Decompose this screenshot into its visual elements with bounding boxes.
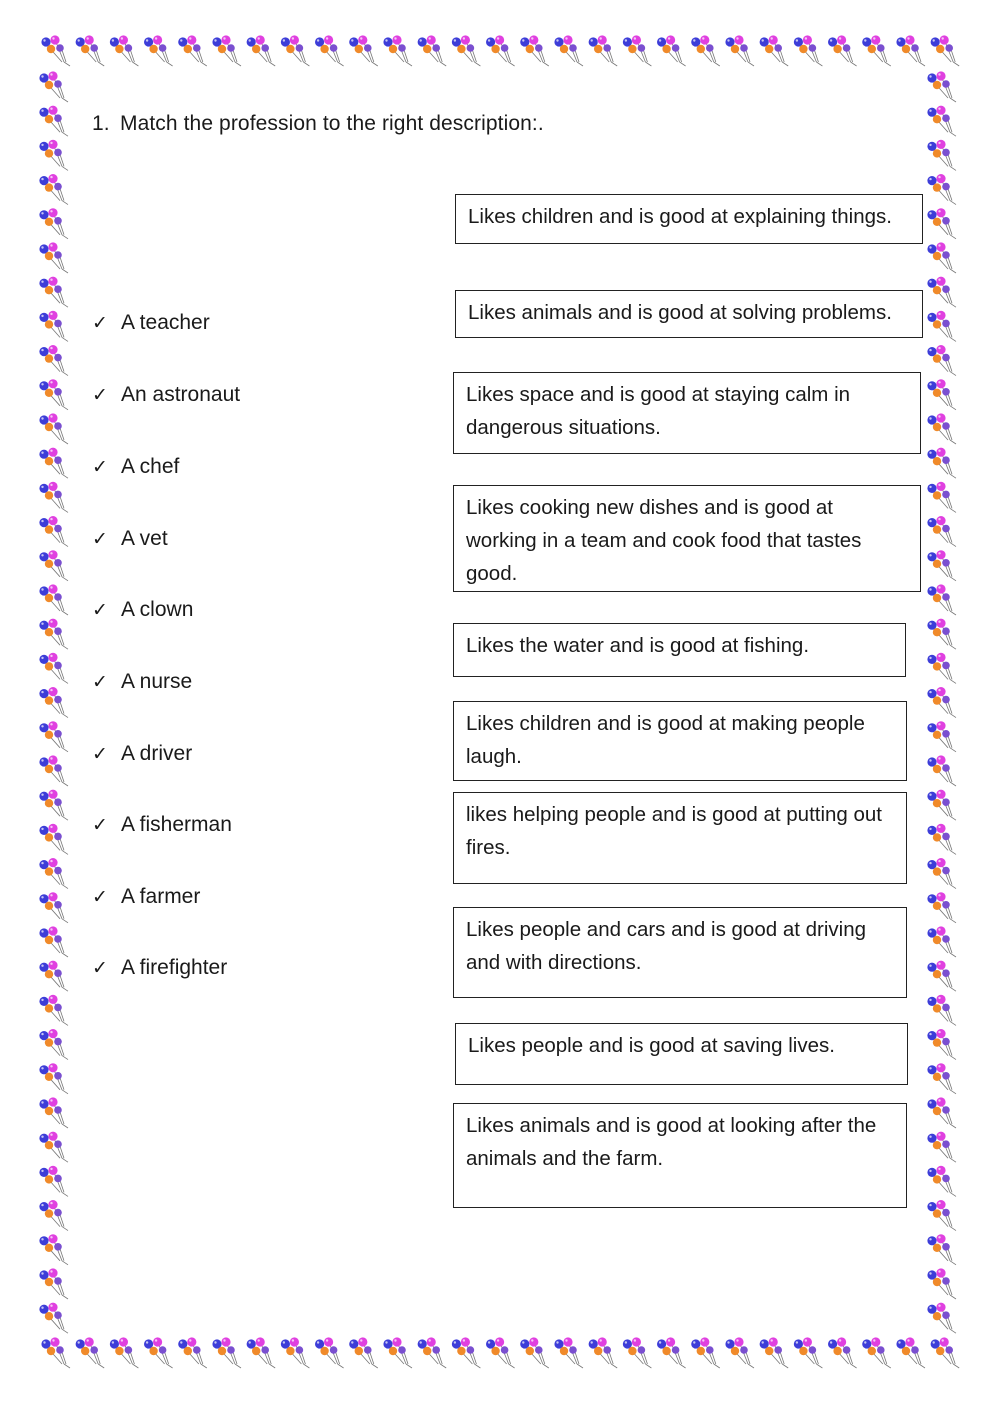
profession-item[interactable] (92, 383, 240, 407)
description-box[interactable]: Likes children and is good at explaining things. (455, 194, 923, 244)
balloon-icon (828, 1337, 857, 1368)
balloon-icon (212, 1337, 241, 1368)
balloon-icon (554, 1337, 583, 1368)
check-icon: ✓ (92, 743, 108, 765)
balloon-icon (41, 1337, 70, 1368)
question-text: Match the profession to the right description:. (120, 112, 544, 135)
balloon-icon (39, 413, 68, 444)
question-instruction (92, 112, 544, 136)
balloon-icon (927, 687, 956, 718)
balloon-icon (520, 1337, 549, 1368)
balloon-icon (39, 550, 68, 581)
balloon-icon (315, 1337, 344, 1368)
description-box[interactable]: Likes the water and is good at fishing. (453, 623, 906, 677)
balloon-icon (39, 208, 68, 239)
balloon-icon (39, 277, 68, 308)
profession-item[interactable] (92, 742, 192, 766)
description-box[interactable]: Likes children and is good at making people laugh. (453, 701, 907, 781)
balloon-icon (39, 961, 68, 992)
balloon-icon (691, 1337, 720, 1368)
balloon-icon (931, 35, 960, 66)
check-icon: ✓ (92, 957, 108, 979)
balloon-icon (39, 1029, 68, 1060)
balloon-icon (927, 653, 956, 684)
balloon-icon (39, 140, 68, 171)
check-icon: ✓ (92, 384, 108, 406)
balloon-icon (349, 1337, 378, 1368)
balloon-icon (927, 721, 956, 752)
description-box[interactable]: Likes people and cars and is good at driving and with directions. (453, 907, 907, 998)
balloon-icon (39, 892, 68, 923)
balloon-icon (927, 208, 956, 239)
balloon-icon (178, 35, 207, 66)
balloon-icon (623, 1337, 652, 1368)
balloon-icon (927, 1029, 956, 1060)
balloon-icon (39, 721, 68, 752)
profession-item[interactable] (92, 670, 192, 694)
profession-item[interactable] (92, 311, 210, 335)
profession-item[interactable] (92, 455, 179, 479)
profession-item[interactable] (92, 956, 227, 980)
check-icon: ✓ (92, 671, 108, 693)
balloon-icon (178, 1337, 207, 1368)
profession-label: An astronaut (121, 383, 241, 406)
balloon-icon (39, 858, 68, 889)
balloon-icon (39, 1097, 68, 1128)
profession-label: A vet (121, 527, 168, 550)
balloon-icon (39, 824, 68, 855)
balloon-icon (862, 1337, 891, 1368)
balloon-icon (896, 35, 925, 66)
balloon-icon (927, 550, 956, 581)
balloon-icon (760, 1337, 789, 1368)
balloon-icon (39, 790, 68, 821)
balloon-icon (862, 35, 891, 66)
balloon-icon (828, 35, 857, 66)
balloon-icon (725, 1337, 754, 1368)
profession-label: A clown (121, 598, 194, 621)
balloon-icon (931, 1337, 960, 1368)
description-box[interactable]: Likes space and is good at staying calm in dangerous situations. (453, 372, 921, 454)
balloon-icon (39, 687, 68, 718)
balloon-icon (39, 482, 68, 513)
balloon-icon (41, 35, 70, 66)
balloon-icon (486, 35, 515, 66)
profession-item[interactable] (92, 885, 200, 909)
balloon-icon (39, 448, 68, 479)
balloon-icon (39, 516, 68, 547)
balloon-icon (39, 106, 68, 137)
check-icon: ✓ (92, 814, 108, 836)
description-box[interactable]: likes helping people and is good at putting out fires. (453, 792, 907, 884)
balloon-icon (39, 584, 68, 615)
balloon-icon (927, 174, 956, 205)
balloon-icon (452, 1337, 481, 1368)
balloon-icon (39, 1166, 68, 1197)
balloon-icon (315, 35, 344, 66)
profession-label: A driver (121, 742, 193, 765)
balloon-icon (927, 482, 956, 513)
balloon-icon (247, 35, 276, 66)
balloon-icon (76, 35, 105, 66)
profession-item[interactable] (92, 598, 193, 622)
balloon-icon (896, 1337, 925, 1368)
balloon-icon (589, 1337, 618, 1368)
balloon-icon (794, 35, 823, 66)
balloon-icon (927, 1132, 956, 1163)
balloon-icon (760, 35, 789, 66)
balloon-icon (39, 242, 68, 273)
balloon-icon (39, 1200, 68, 1231)
balloon-icon (554, 35, 583, 66)
balloon-icon (927, 584, 956, 615)
balloon-icon (927, 995, 956, 1026)
balloon-icon (927, 858, 956, 889)
balloon-icon (383, 35, 412, 66)
balloon-icon (927, 1063, 956, 1094)
balloon-icon (927, 619, 956, 650)
balloon-icon (486, 1337, 515, 1368)
balloon-icon (281, 35, 310, 66)
balloon-icon (927, 1166, 956, 1197)
balloon-icon (927, 1234, 956, 1265)
description-box[interactable]: Likes people and is good at saving lives. (455, 1023, 908, 1085)
profession-label: A nurse (121, 670, 193, 693)
balloon-icon (39, 1234, 68, 1265)
balloon-icon (144, 1337, 173, 1368)
balloon-icon (110, 1337, 139, 1368)
balloon-icon (927, 242, 956, 273)
description-box[interactable]: Likes animals and is good at solving problems. (455, 290, 923, 338)
balloon-icon (927, 413, 956, 444)
balloon-icon (927, 311, 956, 342)
balloon-icon (927, 1200, 956, 1231)
profession-item[interactable] (92, 813, 232, 837)
balloon-icon (39, 926, 68, 957)
balloon-icon (657, 1337, 686, 1368)
check-icon: ✓ (92, 528, 108, 550)
profession-item[interactable] (92, 527, 168, 551)
balloon-icon (927, 140, 956, 171)
balloon-icon (623, 35, 652, 66)
balloon-icon (247, 1337, 276, 1368)
profession-label: A teacher (121, 311, 210, 334)
balloon-icon (39, 174, 68, 205)
balloon-icon (927, 448, 956, 479)
balloon-icon (927, 1097, 956, 1128)
balloon-icon (589, 35, 618, 66)
balloon-icon (39, 1303, 68, 1334)
balloon-icon (927, 824, 956, 855)
balloon-icon (927, 892, 956, 923)
balloon-icon (39, 755, 68, 786)
balloon-icon (452, 35, 481, 66)
balloon-icon (927, 1303, 956, 1334)
balloon-icon (39, 1063, 68, 1094)
balloon-icon (927, 345, 956, 376)
balloon-icon (657, 35, 686, 66)
check-icon: ✓ (92, 886, 108, 908)
balloon-icon (144, 35, 173, 66)
profession-label: A fisherman (121, 813, 232, 836)
balloon-icon (691, 35, 720, 66)
balloon-icon (76, 1337, 105, 1368)
balloon-icon (927, 379, 956, 410)
balloon-icon (927, 755, 956, 786)
balloon-icon (39, 1268, 68, 1299)
balloon-icon (927, 516, 956, 547)
balloon-icon (349, 35, 378, 66)
balloon-icon (927, 71, 956, 102)
balloon-icon (39, 345, 68, 376)
balloon-icon (927, 106, 956, 137)
balloon-icon (927, 1268, 956, 1299)
profession-label: A chef (121, 455, 180, 478)
balloon-icon (725, 35, 754, 66)
balloon-icon (39, 71, 68, 102)
balloon-icon (383, 1337, 412, 1368)
balloon-icon (110, 35, 139, 66)
balloon-icon (927, 961, 956, 992)
balloon-icon (520, 35, 549, 66)
balloon-icon (39, 379, 68, 410)
check-icon: ✓ (92, 599, 108, 621)
balloon-icon (281, 1337, 310, 1368)
check-icon: ✓ (92, 312, 108, 334)
balloon-icon (39, 995, 68, 1026)
description-box[interactable]: Likes animals and is good at looking after the animals and the farm. (453, 1103, 907, 1208)
profession-label: A firefighter (121, 956, 228, 979)
balloon-icon (418, 35, 447, 66)
question-number: 1. (92, 112, 110, 135)
balloon-icon (39, 1132, 68, 1163)
balloon-icon (927, 277, 956, 308)
balloon-icon (212, 35, 241, 66)
balloon-icon (927, 926, 956, 957)
balloon-icon (418, 1337, 447, 1368)
description-box[interactable]: Likes cooking new dishes and is good at working in a team and cook food that tastes good. (453, 485, 921, 592)
balloon-icon (794, 1337, 823, 1368)
balloon-icon (927, 790, 956, 821)
balloon-icon (39, 311, 68, 342)
profession-label: A farmer (121, 885, 201, 908)
balloon-icon (39, 653, 68, 684)
balloon-icon (39, 619, 68, 650)
check-icon: ✓ (92, 456, 108, 478)
